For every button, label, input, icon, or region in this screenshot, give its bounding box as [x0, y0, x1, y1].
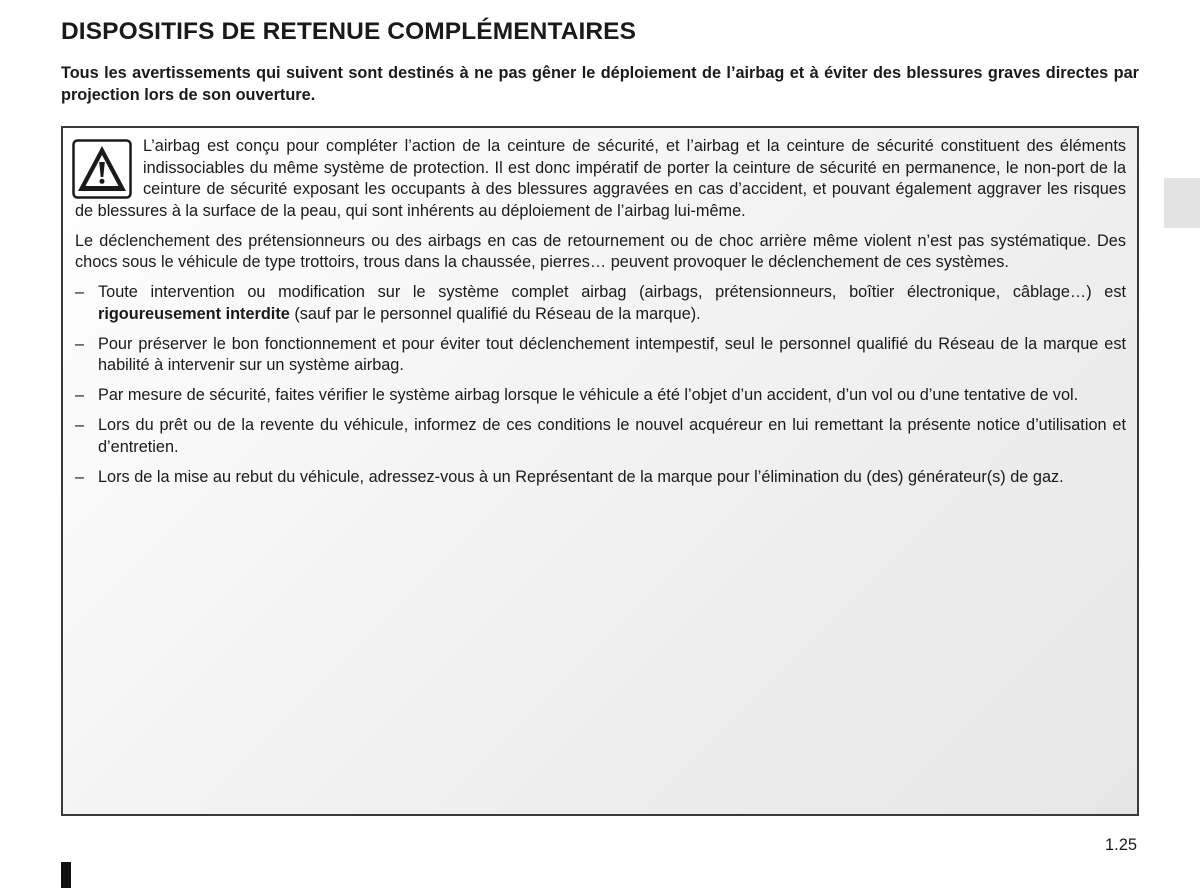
item-text: Lors de la mise au rebut du véhicule, adressez-vous à un Représentant de la marque pour l’élimination du (des) générateur(s) de gaz. [98, 467, 1064, 486]
warning-triangle-icon [72, 139, 132, 199]
item-text: Toute intervention ou modification sur le système complet airbag (airbags, prétensionneurs, boîtier électronique, câblage…) est [98, 283, 1126, 301]
chapter-side-tab [1164, 178, 1200, 228]
warning-box [61, 126, 1139, 816]
item-emphasis: rigoureusement interdite [98, 304, 290, 323]
dash-bullet: – [75, 386, 85, 404]
list-item [75, 282, 1126, 325]
warning-content [75, 136, 1126, 497]
page-title: DISPOSITIFS DE RETENUE COMPLÉMENTAIRES [61, 18, 637, 45]
dash-bullet: – [75, 467, 85, 486]
dash-bullet: – [75, 334, 85, 353]
list-item [75, 467, 1126, 489]
page-number: 1.25 [1105, 836, 1138, 854]
list-item [75, 334, 1126, 377]
item-text: Lors du prêt ou de la revente du véhicule, informez de ces conditions le nouvel acquéreur en lui remettant la présente notice d’utilisation et d’entretien. [98, 416, 1126, 456]
list-item [75, 415, 1126, 458]
intro-paragraph: Tous les avertissements qui suivent sont destinés à ne pas gêner le déploiement de l’airbag et à éviter des blessures graves directes par projection lors de son ouverture. [61, 64, 1139, 104]
triggering-paragraph: Le déclenchement des prétensionneurs ou des airbags en cas de retournement ou de choc arrière même violent n’est pas systématique. Des chocs sous le véhicule de type trottoirs, trous dans la chaussée, pierres… peuvent provoquer le déclenchement de ces systèmes. [75, 231, 1126, 271]
dash-bullet: – [75, 416, 85, 434]
item-text: Par mesure de sécurité, faites vérifier le système airbag lorsque le véhicule a été l’objet d’un accident, d’un vol ou d’une tentative de vol. [98, 386, 1079, 404]
item-text: (sauf par le personnel qualifié du Réseau de la marque). [289, 304, 701, 323]
item-text: Pour préserver le bon fonctionnement et pour éviter tout déclenchement intempestif, seul le personnel qualifié du Réseau de la marque est habilité à intervenir sur un système airbag. [98, 334, 1126, 374]
airbag-belt-paragraph: L’airbag est conçu pour compléter l’action de la ceinture de sécurité, et l’airbag et la ceinture de sécurité constituent des éléments indissociables du même système de protection. Il est donc impératif de porter la ceinture de sécurité en permanence, le non-port de la ceinture de sécurité exposant les occupants à des blessures aggravées en cas d’accident, et pouvant également aggraver les risques de blessures à la surface de la peau, qui sont inhérents au déploiement de l’airbag lui-même. [75, 137, 1126, 220]
list-item [75, 385, 1126, 407]
corner-mark [61, 862, 71, 888]
dash-bullet: – [75, 283, 85, 301]
